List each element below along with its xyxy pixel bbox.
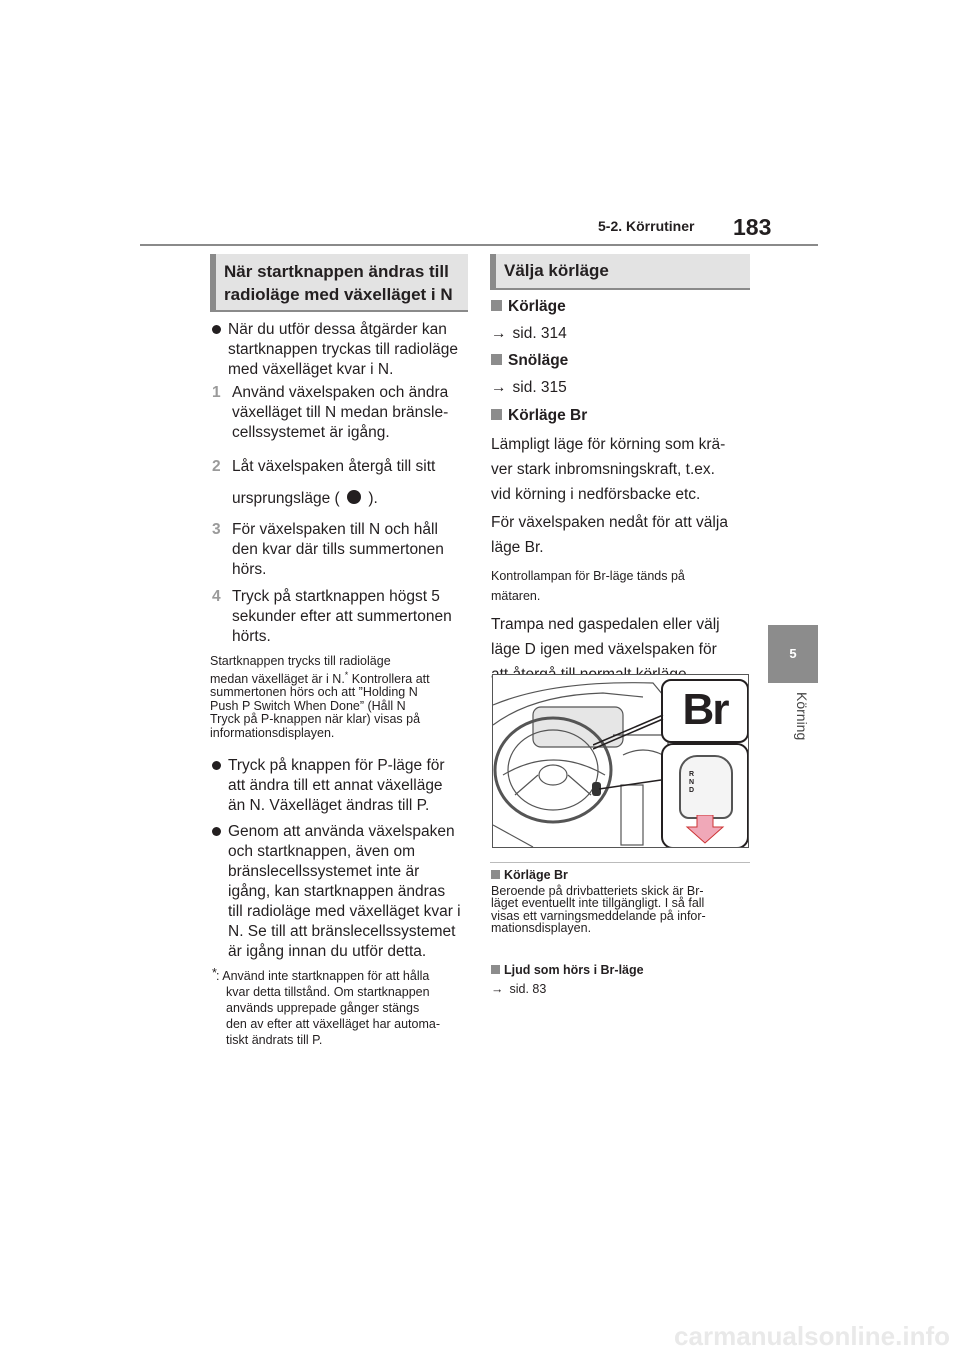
text-line: mätaren. bbox=[491, 589, 541, 603]
text-line: N. Se till att bränslecellssystemet bbox=[228, 923, 456, 940]
page-ref-link[interactable]: → sid. 83 bbox=[491, 982, 547, 996]
divider bbox=[490, 862, 750, 863]
note-ljud bbox=[491, 962, 753, 997]
step-1 bbox=[212, 383, 472, 443]
arrow-right-icon: → bbox=[491, 982, 504, 996]
text-line: Tryck på startknappen högst 5 bbox=[232, 588, 440, 605]
bullet-icon bbox=[212, 761, 221, 770]
text-line: Beroende på drivbatteriets skick är Br- bbox=[491, 883, 704, 898]
text-line: För växelspaken till N och håll bbox=[232, 521, 438, 538]
text-line: ver stark inbromsningskraft, t.ex. bbox=[491, 461, 715, 478]
chapter-tab: 5 bbox=[768, 625, 818, 683]
step-number: 2 bbox=[212, 458, 221, 475]
item-title: Snöläge bbox=[491, 350, 751, 371]
step-4 bbox=[212, 587, 472, 647]
page-ref-link[interactable]: → sid. 315 bbox=[491, 379, 567, 396]
text-line: kvar detta tillstånd. Om startknappen bbox=[226, 985, 430, 999]
text-line: Tryck på knappen för P-läge för bbox=[228, 757, 445, 774]
left-heading-line1: När startknappen ändras till bbox=[224, 262, 449, 281]
item-title: Körläge Br bbox=[491, 405, 753, 426]
br-indicator-label: Br bbox=[682, 685, 728, 734]
step-number: 3 bbox=[212, 521, 221, 538]
br-indicator-callout bbox=[661, 679, 749, 743]
shift-lever-callout bbox=[661, 743, 749, 848]
callout-line-2 bbox=[593, 775, 663, 805]
text-line: Startknappen trycks till radioläge bbox=[210, 654, 391, 668]
text-line: startknappen tryckas till radioläge bbox=[228, 341, 459, 358]
note-title: Körläge Br bbox=[491, 869, 753, 882]
text-line: När du utför dessa åtgärder kan bbox=[228, 321, 447, 338]
text-line: än N. Växelläget ändras till P. bbox=[228, 797, 430, 814]
text-line: ursprungsläge ( ). bbox=[232, 490, 378, 507]
shift-positions: R N D bbox=[689, 771, 695, 794]
step-3 bbox=[212, 520, 472, 580]
text-line: Använd växelspaken och ändra bbox=[232, 384, 449, 401]
text-line: läget eventuellt inte tillgängligt. I så fall bbox=[491, 896, 705, 910]
bullet-2 bbox=[212, 756, 474, 816]
arrow-down-icon bbox=[685, 815, 725, 845]
text-line: Push P Switch When Done” (Håll N bbox=[210, 698, 406, 713]
text-line: Trampa ned gaspedalen eller välj bbox=[491, 616, 720, 633]
text-line: sekunder efter att summertonen bbox=[232, 608, 452, 625]
chapter-tab-label: Körning bbox=[794, 692, 810, 741]
text-line: bränslecellssystemet inte är bbox=[228, 863, 420, 880]
text-line: läge Br. bbox=[491, 539, 544, 556]
text-line: Genom att använda växelspaken bbox=[228, 823, 455, 840]
item-snolage bbox=[491, 350, 751, 398]
text-line: tiskt ändrats till P. bbox=[226, 1033, 323, 1047]
text-line: och startknappen, även om bbox=[228, 843, 415, 860]
text-line: läge D igen med växelspaken för bbox=[491, 641, 717, 658]
text-line: växelläget till N medan bränsle- bbox=[232, 404, 449, 421]
text-line: informationsdisplayen. bbox=[210, 725, 335, 740]
page-number: 183 bbox=[733, 214, 772, 240]
step-number: 1 bbox=[212, 384, 221, 401]
text-line: används upprepade gånger stängs bbox=[226, 1001, 420, 1015]
item-korlage-br bbox=[491, 405, 753, 687]
arrow-right-icon: → bbox=[491, 379, 507, 396]
footnote-mark: * bbox=[212, 966, 217, 980]
text-line: till radioläge med växelläget kvar i bbox=[228, 903, 461, 920]
square-bullet-icon bbox=[491, 300, 502, 311]
text-line: : Använd inte startknappen för att hålla bbox=[216, 969, 430, 983]
note-title: Ljud som hörs i Br-läge bbox=[491, 962, 753, 978]
footnote bbox=[212, 968, 474, 1048]
text-line: att ändra till ett annat växelläge bbox=[228, 777, 443, 794]
text-line: Tryck på P-knappen när klar) visas på bbox=[210, 712, 421, 727]
bullet-3 bbox=[212, 822, 474, 962]
shift-lever-knob bbox=[679, 755, 733, 819]
watermark: carmanualsonline.info bbox=[674, 1321, 950, 1351]
text-line: är igång innan du utför detta. bbox=[228, 943, 427, 960]
square-bullet-icon bbox=[491, 354, 502, 365]
step-number: 4 bbox=[212, 588, 221, 605]
header-rule bbox=[140, 244, 818, 246]
text-line: hörs. bbox=[232, 561, 267, 578]
text-line: Låt växelspaken återgå till sitt bbox=[232, 458, 436, 475]
arrow-right-icon: → bbox=[491, 325, 507, 342]
note-text bbox=[210, 655, 472, 740]
text-line: igång, kan startknappen ändras bbox=[228, 883, 446, 900]
dashboard-illustration bbox=[492, 674, 749, 848]
intro-bullet bbox=[212, 320, 472, 380]
text-line: cellssystemet är igång. bbox=[232, 424, 390, 441]
bullet-icon bbox=[212, 827, 221, 836]
item-title: Körläge bbox=[491, 296, 751, 317]
text-line: För växelspaken nedåt för att välja bbox=[491, 514, 728, 531]
page-ref-link[interactable]: → sid. 314 bbox=[491, 325, 567, 342]
text-line: den av efter att växelläget har automa- bbox=[226, 1017, 441, 1031]
square-bullet-icon bbox=[491, 870, 500, 879]
text-line: Lämpligt läge för körning som krä- bbox=[491, 436, 726, 453]
text-line: hörts. bbox=[232, 628, 271, 645]
square-bullet-icon bbox=[491, 965, 500, 974]
left-heading-line2: radioläge med växelläget i N bbox=[224, 285, 453, 304]
bullet-icon bbox=[212, 325, 221, 334]
position-circle-icon bbox=[347, 490, 361, 504]
note-br bbox=[491, 869, 753, 935]
text-line: medan växelläget är i N.* Kontrollera att bbox=[210, 669, 430, 686]
square-bullet-icon bbox=[491, 409, 502, 420]
text-line: Kontrollampan för Br-läge tänds på bbox=[491, 569, 685, 583]
text-line: den kvar där tills summertonen bbox=[232, 541, 444, 558]
text-line: mationsdisplayen. bbox=[491, 921, 592, 935]
item-korlage bbox=[491, 296, 751, 344]
text-line: med växelläget kvar i N. bbox=[228, 361, 394, 378]
text-line: summertonen hörs och att ”Holding N bbox=[210, 685, 418, 700]
left-section-heading bbox=[210, 254, 468, 312]
right-section-heading: Välja körläge bbox=[490, 254, 750, 290]
step-2 bbox=[212, 457, 472, 509]
section-title: 5-2. Körrutiner bbox=[598, 218, 695, 234]
text-line: visas ett varningsmeddelande på infor- bbox=[491, 908, 706, 923]
text-line: vid körning i nedförsbacke etc. bbox=[491, 486, 701, 503]
